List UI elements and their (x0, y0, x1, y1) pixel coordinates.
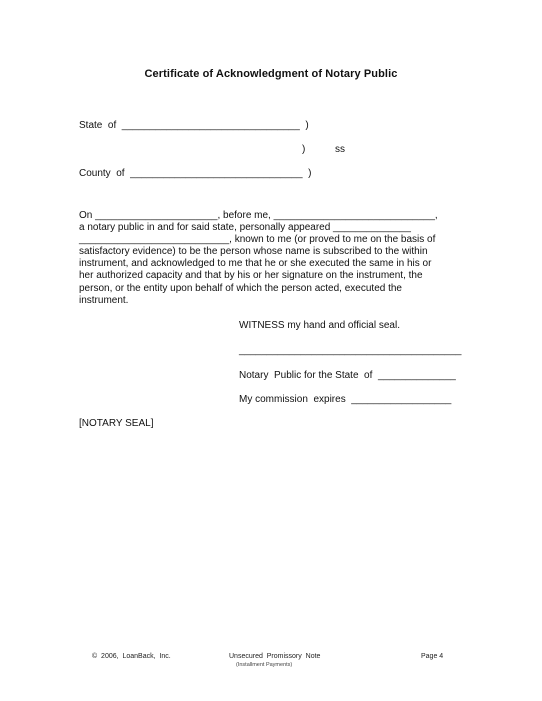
venue-paren: ) (302, 144, 306, 155)
state-line: State of ________________________________ ) (79, 120, 309, 131)
ss-label: ss (335, 144, 345, 155)
paragraph-line: ___________________________, known to me (or proved to me on the basis of (79, 234, 436, 246)
witness-text: WITNESS my hand and official seal. (239, 320, 400, 331)
paragraph-line: On ______________________, before me, _____________________________, (79, 210, 438, 221)
paragraph-line: her authorized capacity and that by his or her signature on the instrument, the (79, 270, 423, 282)
signature-line: ________________________________________ (239, 345, 462, 356)
notary-seal-placeholder: [NOTARY SEAL] (79, 418, 154, 429)
footer-copyright: © 2006, LoanBack, Inc. (92, 653, 171, 660)
paragraph-line: person, or the entity upon behalf of which the person acted, executed the (79, 282, 402, 294)
paragraph-line: satisfactory evidence) to be the person whose name is subscribed to the within (79, 246, 428, 258)
county-line: County of _______________________________ ) (79, 168, 312, 179)
document-title: Certificate of Acknowledgment of Notary Public (144, 68, 398, 80)
notary-state-line: Notary Public for the State of ______________ (239, 370, 456, 381)
acknowledgment-paragraph (79, 210, 462, 307)
paragraph-line: instrument, and acknowledged to me that he or she executed the same in his or (79, 258, 432, 270)
commission-line: My commission expires __________________ (239, 394, 452, 405)
footer-page-number: Page 4 (421, 653, 444, 660)
footer-document-name: Unsecured Promissory Note (229, 653, 321, 660)
paragraph-line: instrument. (79, 294, 129, 306)
footer-document-subtitle: (Installment Payments) (236, 662, 293, 668)
paragraph-line: a notary public in and for said state, personally appeared ______________ (79, 222, 411, 234)
